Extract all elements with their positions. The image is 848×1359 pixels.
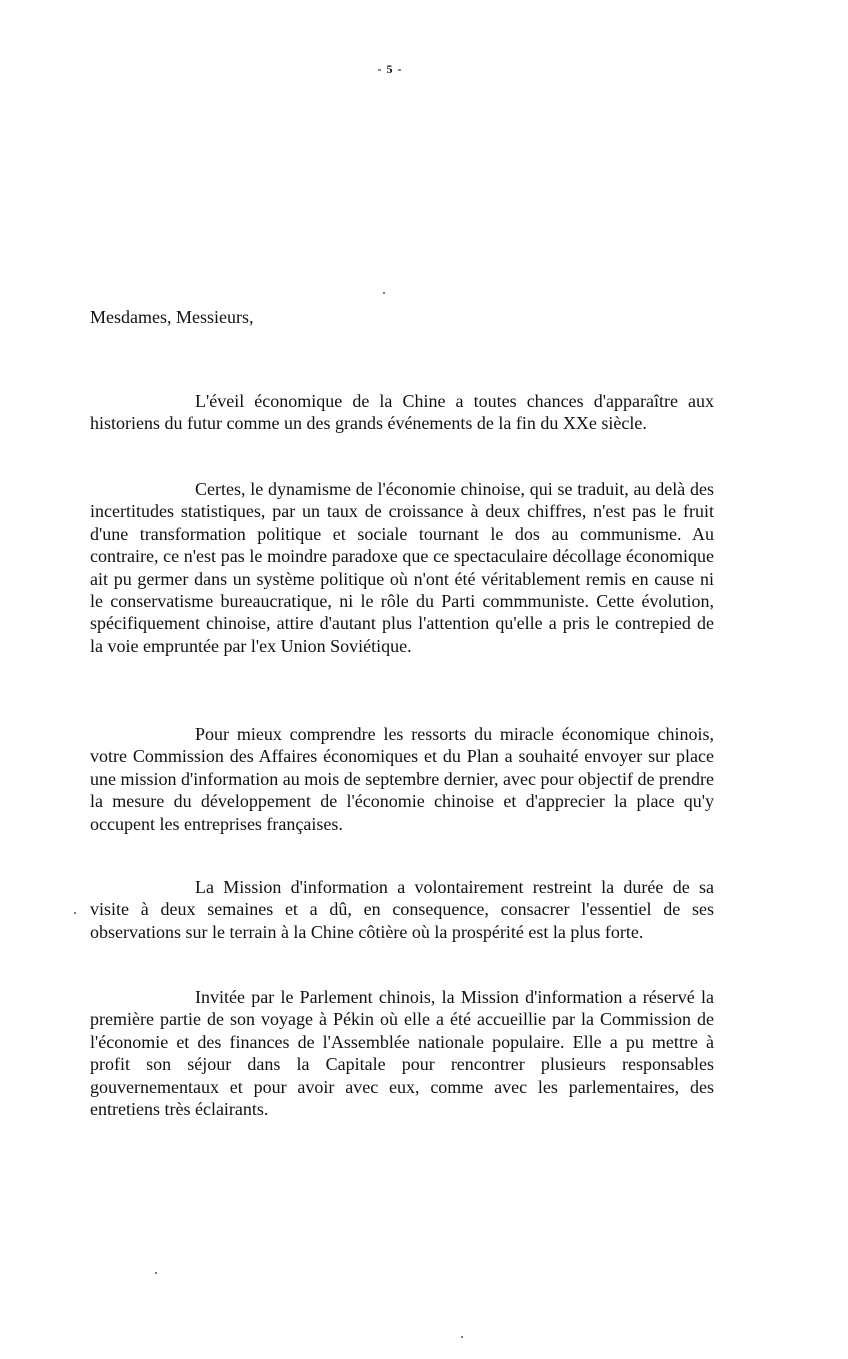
paragraph-5: [90, 986, 714, 1120]
salutation: Mesdames, Messieurs,: [90, 307, 254, 327]
paragraph-1: [90, 390, 714, 435]
paragraph-4: [90, 876, 714, 943]
scan-speck: [74, 912, 76, 914]
scan-speck: [461, 1336, 463, 1338]
scan-speck: [155, 1272, 157, 1274]
paragraph-2-text: Certes, le dynamisme de l'économie chinoise, qui se traduit, au delà des incertitudes statistiques, par un taux de croissance à deux chiffres, n'est pas le fruit d'une transformation politique et sociale tournant le dos au communisme. Au contraire, ce n'est pas le moindre paradoxe que ce spectaculaire décollage économique ait pu germer dans un système politique où n'ont été véritablement remis en cause ni le conservatisme bureaucratique, ni le rôle du Parti commmuniste. Cette évolution, spécifiquement chinoise, attire d'autant plus l'attention qu'elle a pris le contrepied de la voie empruntée par l'ex Union Soviétique.: [90, 479, 714, 656]
scan-speck: [383, 292, 385, 294]
paragraph-1-text: L'éveil économique de la Chine a toutes chances d'apparaître aux historiens du futur comme un des grands événements de la fin du XXe siècle.: [90, 391, 714, 434]
paragraph-2: [90, 478, 714, 657]
paragraph-3-text: Pour mieux comprendre les ressorts du miracle économique chinois, votre Commission des Affaires économiques et du Plan a souhaité envoyer sur place une mission d'information au mois de septembre dernier, avec pour objectif de prendre la mesure du développement de l'économie chinoise et d'apprecier la place qu'y occupent les entreprises françaises.: [90, 724, 714, 834]
paragraph-5-text: Invitée par le Parlement chinois, la Mission d'information a réservé la première partie de son voyage à Pékin où elle a été accueillie par la Commission de l'économie et des finances de l'Assemblée nationale populaire. Elle a pu mettre à profit son séjour dans la Capitale pour rencontrer plusieurs responsables gouvernementaux et pour avoir avec eux, comme avec les parlementaires, des entretiens très éclairants.: [90, 987, 714, 1120]
page-number: - 5 -: [377, 62, 403, 76]
paragraph-3: [90, 723, 714, 835]
paragraph-4-text: La Mission d'information a volontairement restreint la durée de sa visite à deux semaines et a dû, en consequence, consacrer l'essentiel de ses observations sur le terrain à la Chine côtière où la prospérité est la plus forte.: [90, 877, 714, 942]
